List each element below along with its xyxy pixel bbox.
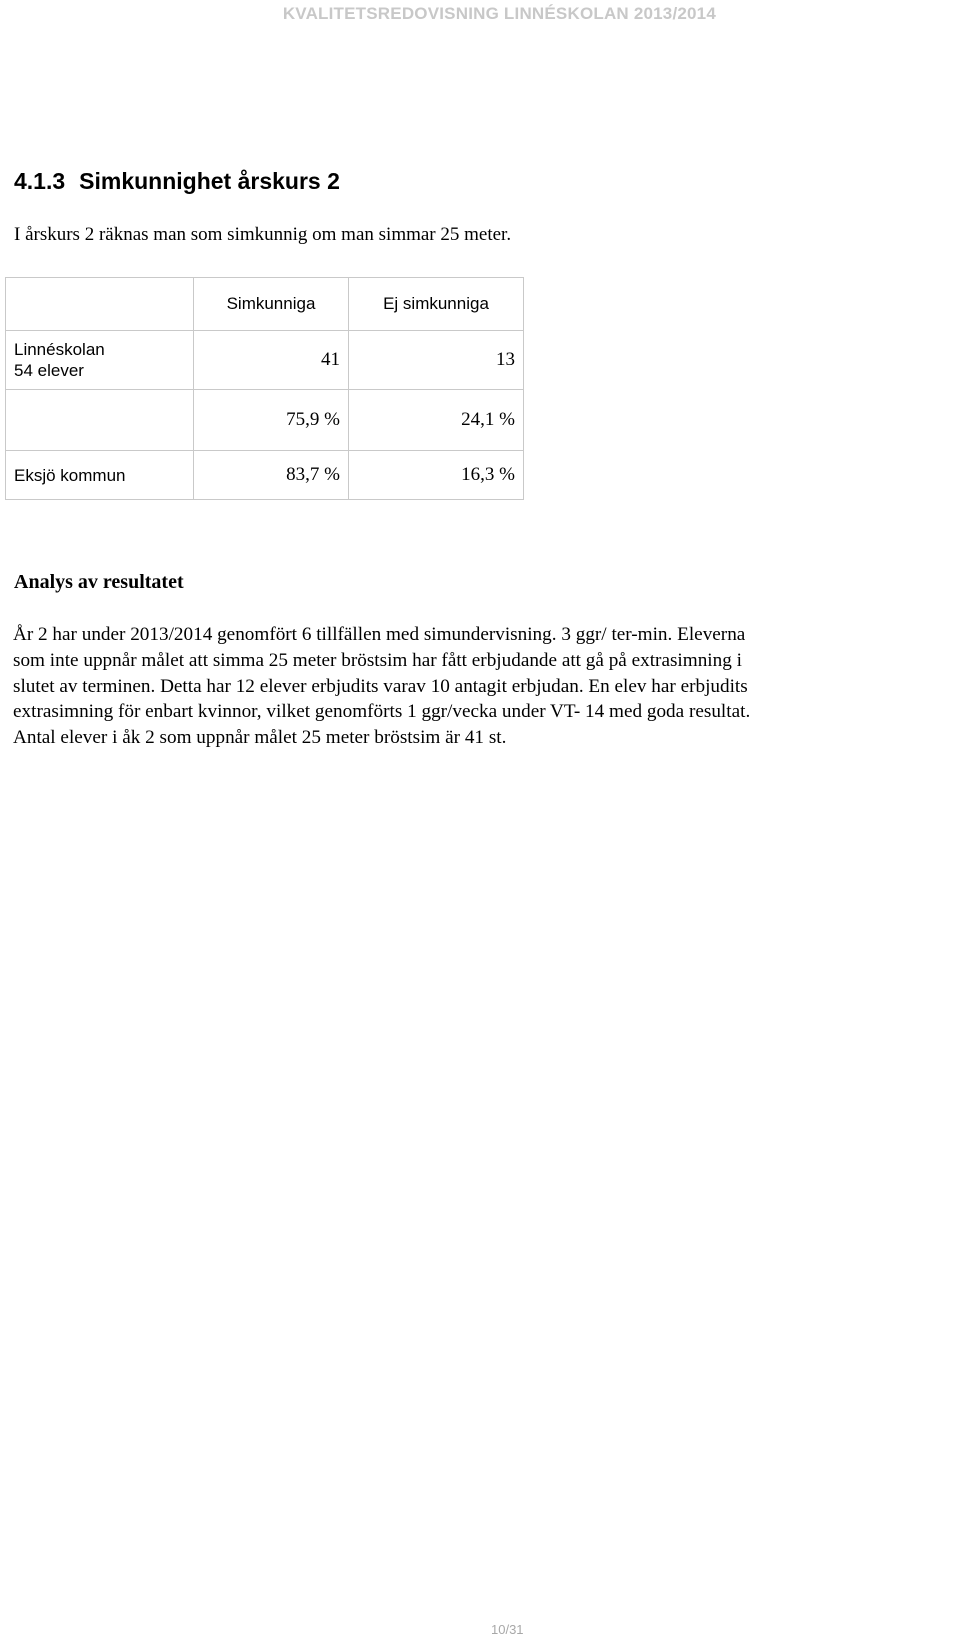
row-label-line: Eksjö kommun [14,465,126,485]
analysis-line: År 2 har under 2013/2014 genomfört 6 tillfällen med simundervisning. 3 ggr/ ter-min. Eleverna [13,624,746,645]
intro-paragraph: I årskurs 2 räknas man som simkunnig om man simmar 25 meter. [14,224,512,245]
analysis-line: som inte uppnår målet att simma 25 meter bröstsim har fått erbjudande att gå på extrasimning i [13,649,742,671]
section-number: 4.1.3 [14,168,66,194]
table-cell: 75,9 % [194,390,349,451]
analysis-line: Antal elever i åk 2 som uppnår målet 25 meter bröstsim är 41 st. [13,727,507,749]
table-cell: 83,7 % [194,451,349,500]
table-row [6,451,524,500]
column-header-simkunniga: Simkunniga [194,278,349,331]
analysis-heading: Analys av resultatet [14,571,184,593]
row-label-eksjo-kommun [6,451,194,500]
table-cell: 16,3 % [349,451,524,500]
row-label-line: Linnéskolan [14,340,105,359]
running-header: KVALITETSREDOVISNING LINNÉSKOLAN 2013/2014 [282,4,716,23]
section-title: Simkunnighet årskurs 2 [79,168,340,194]
table-corner-cell [6,278,194,331]
swim-results-table [5,277,524,500]
table-row [6,390,524,451]
row-label-line: 54 elever [14,361,84,380]
analysis-line: slutet av terminen. Detta har 12 elever erbjudits varav 10 antagit erbjudan. En elev har erbjudits [13,675,748,697]
analysis-paragraph [13,622,957,751]
page-number: 10/31 [491,1622,524,1637]
table-cell: 24,1 % [349,390,524,451]
row-label-linneskolan [6,331,194,390]
row-label-empty [6,390,194,451]
analysis-line: extrasimning för enbart kvinnor, vilket genomförts 1 ggr/vecka under VT- 14 med goda resultat. [13,701,751,723]
table-header-row [6,278,524,331]
table-cell: 41 [194,331,349,390]
table-cell: 13 [349,331,524,390]
section-heading [14,168,340,195]
table-row [6,331,524,390]
column-header-ej-simkunniga: Ej simkunniga [349,278,524,331]
